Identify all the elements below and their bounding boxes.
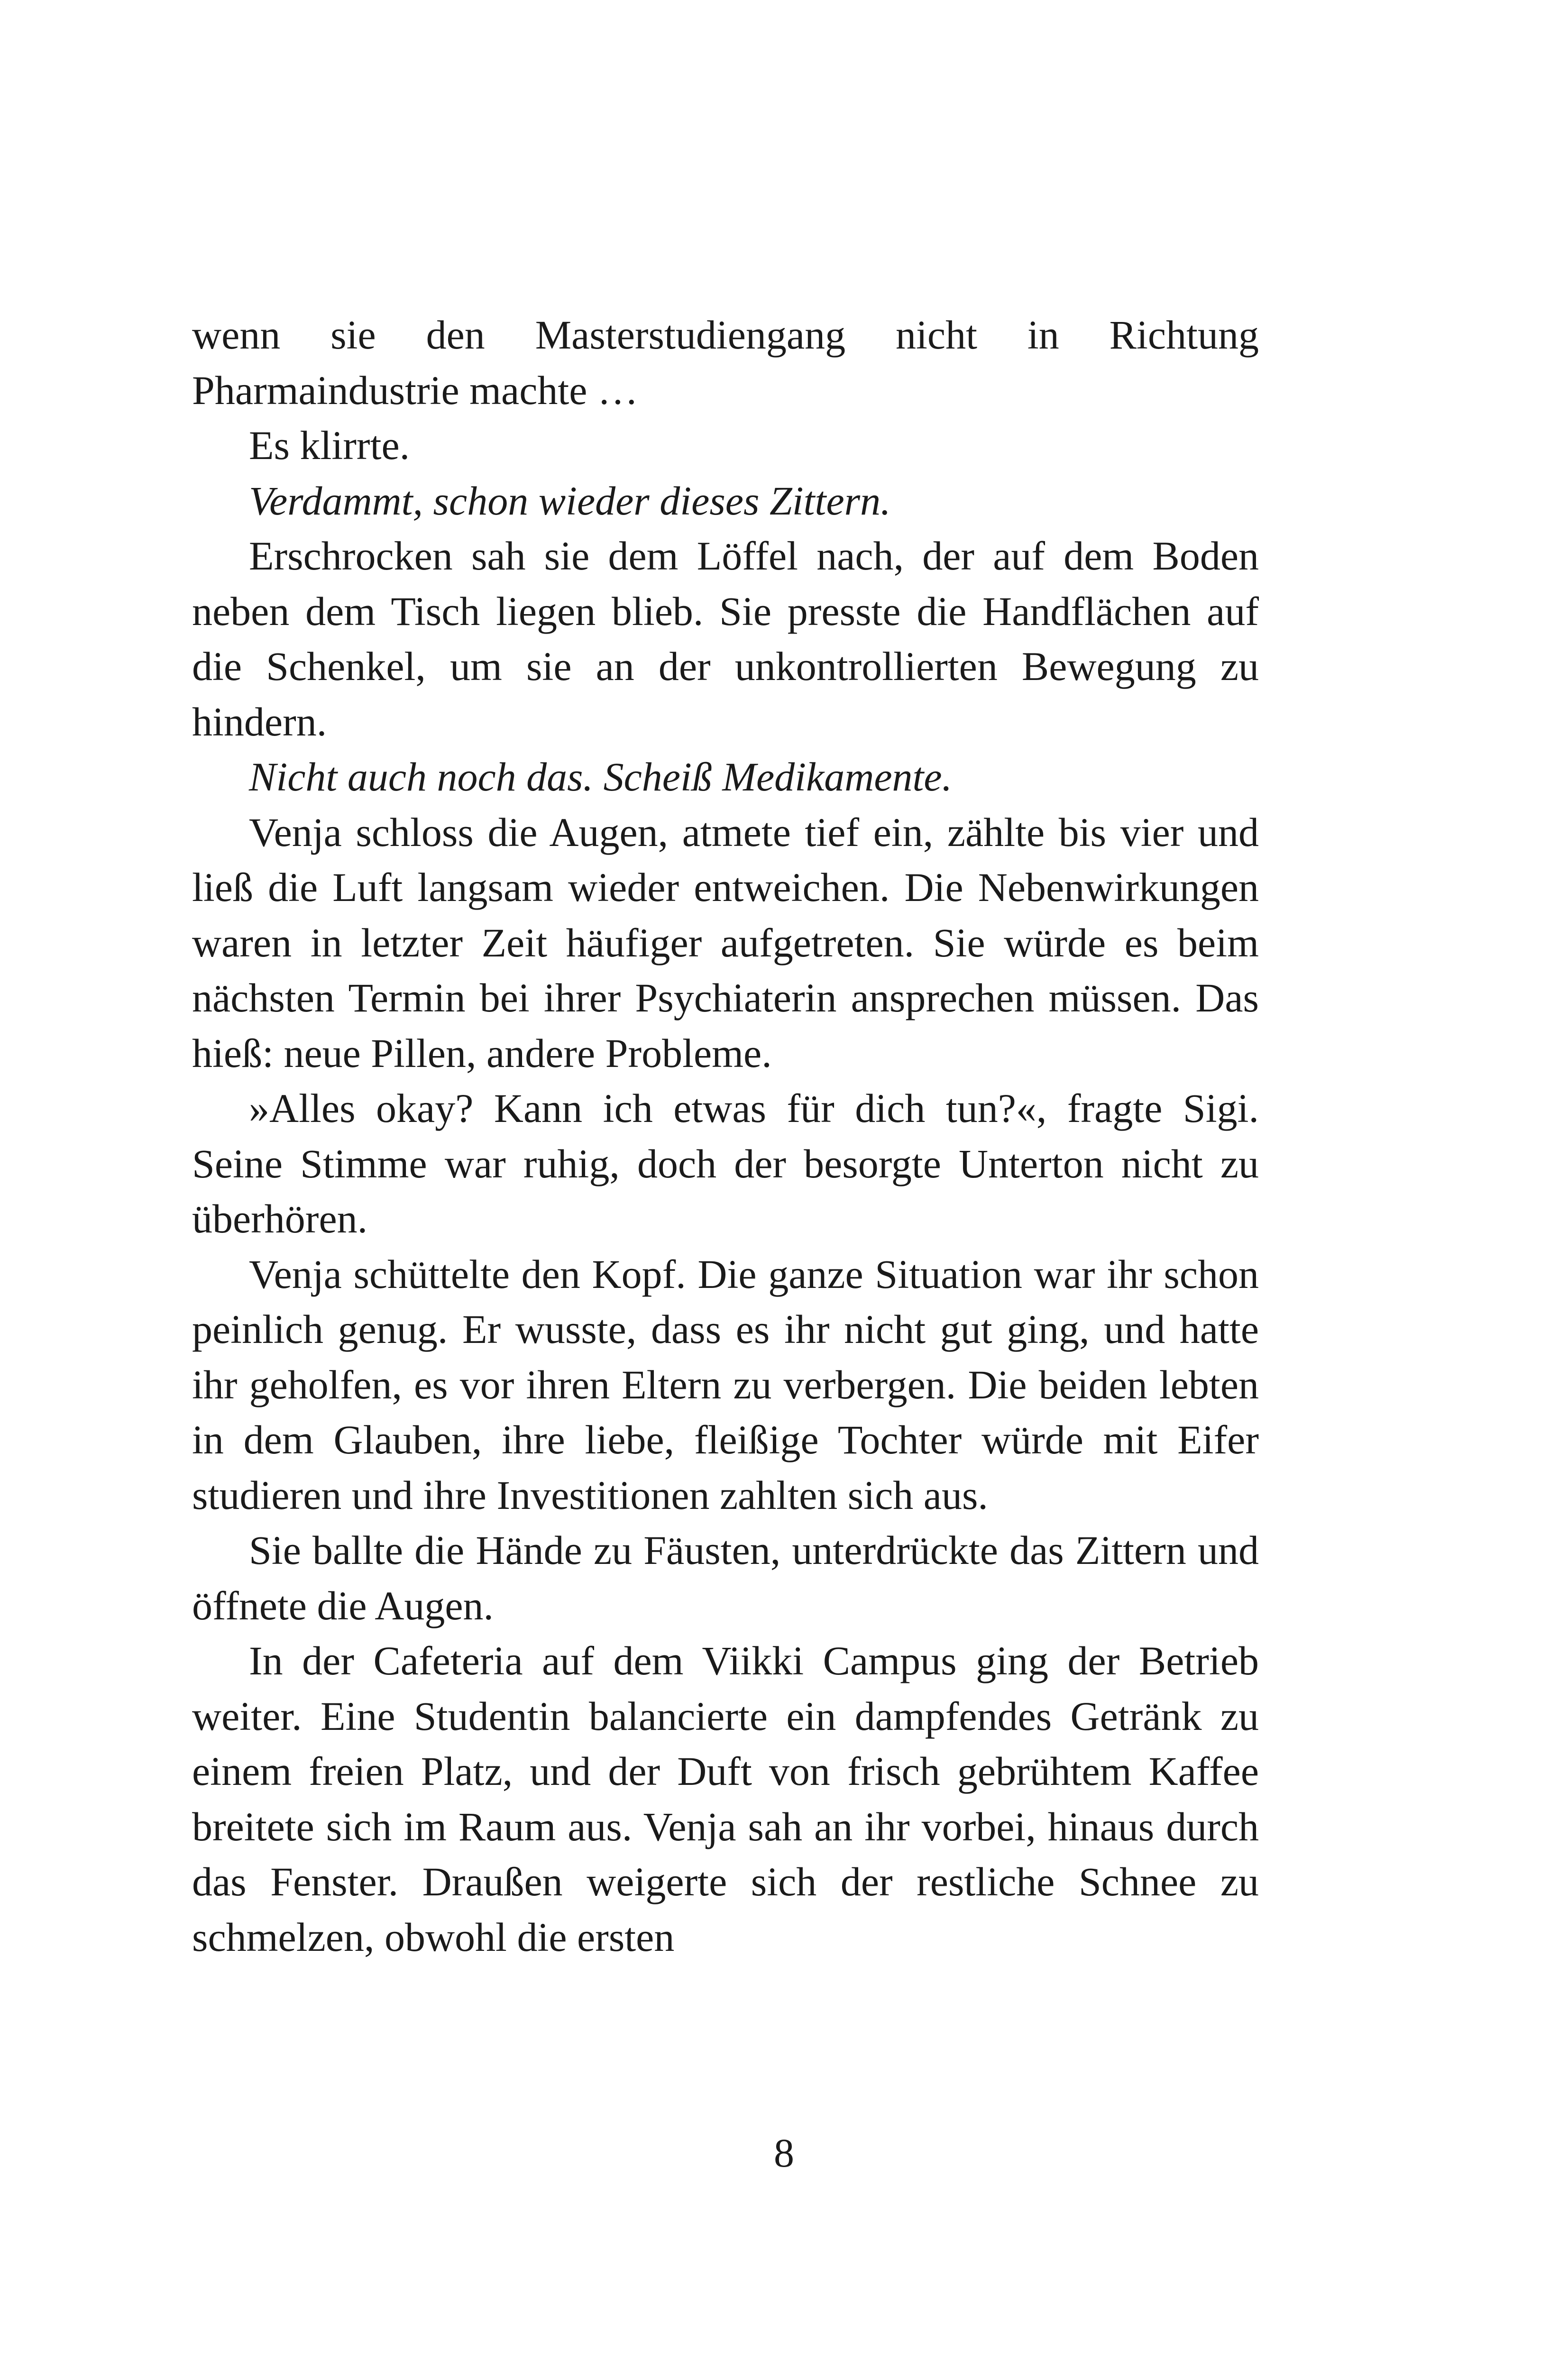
body-text — [192, 307, 1259, 1965]
paragraph-7-dialogue: »Alles okay? Kann ich etwas für dich tun?«, fragte Sigi. Seine Stimme war ruhig, doch der besorgte Unterton nicht zu überhören. — [192, 1085, 1259, 1241]
paragraph-4: Erschrocken sah sie dem Löffel nach, der auf dem Boden neben dem Tisch liegen blieb. Sie presste die Handflächen auf die Schenkel, um sie an der unkontrollierten Bewegung zu hindern. — [192, 533, 1259, 744]
paragraph-2: Es klirrte. — [249, 423, 410, 468]
paragraph-8: Venja schüttelte den Kopf. Die ganze Situation war ihr schon peinlich genug. Er wusste, dass es ihr nicht gut ging, und hatte ihr geholfen, es vor ihren Eltern zu verbergen. Die beiden lebten in dem Glauben, ihre liebe, fleißige Tochter würde mit Eifer studieren und ihre Investitionen zahlten sich aus. — [192, 1251, 1259, 1518]
paragraph-3-thought: Verdammt, schon wieder dieses Zittern. — [249, 478, 891, 524]
paragraph-6: Venja schloss die Augen, atmete tief ein, zählte bis vier und ließ die Luft langsam wieder entweichen. Die Nebenwirkungen waren in letzter Zeit häufiger aufgetreten. Sie würde es beim nächsten Termin bei ihrer Psychiaterin ansprechen müssen. Das hieß: neue Pillen, andere Probleme. — [192, 809, 1259, 1076]
paragraph-9: Sie ballte die Hände zu Fäusten, unterdrückte das Zittern und öffnete die Augen. — [192, 1527, 1259, 1628]
paragraph-1: wenn sie den Masterstudiengang nicht in Richtung Pharmaindustrie machte … — [192, 312, 1259, 413]
page-number: 8 — [774, 2130, 794, 2176]
paragraph-10: In der Cafeteria auf dem Viikki Campus ging der Betrieb weiter. Eine Studentin balancierte ein dampfendes Getränk zu einem freien Platz, und der Duft von frisch gebrühtem Kaffee breitete sich im Raum aus. Venja sah an ihr vorbei, hinaus durch das Fenster. Draußen weigerte sich der restliche Schnee zu schmelzen, obwohl die ersten — [192, 1638, 1259, 1960]
paragraph-5-thought: Nicht auch noch das. Scheiß Medikamente. — [249, 754, 953, 800]
